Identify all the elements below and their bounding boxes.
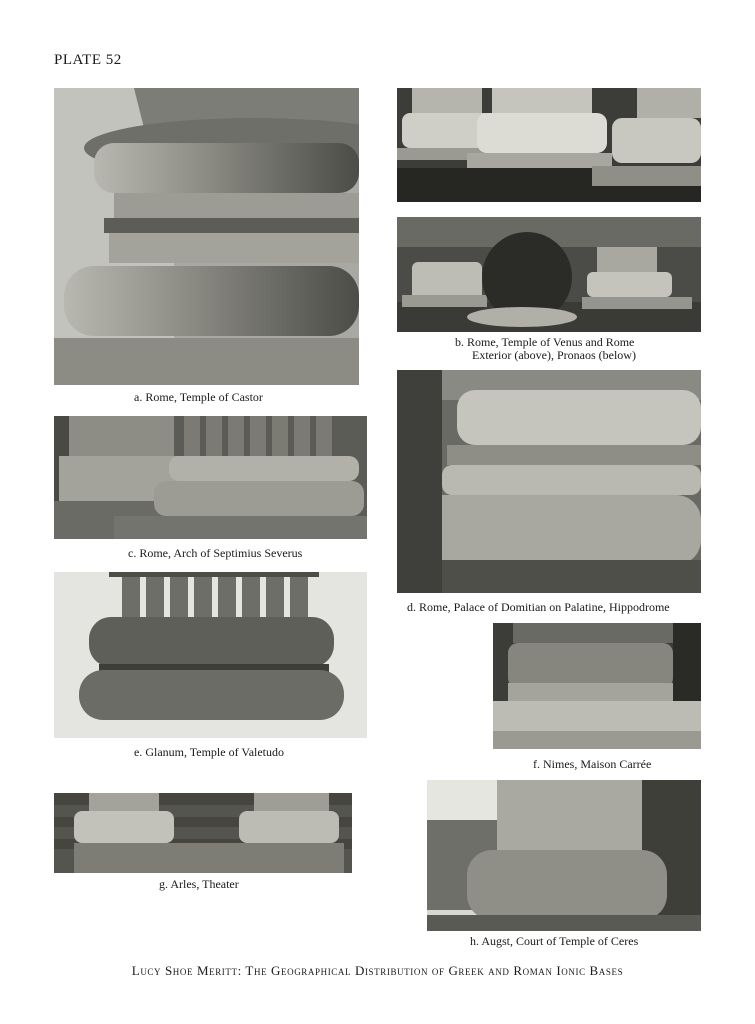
- photo-temple-of-castor: [54, 88, 359, 385]
- caption-c: c. Rome, Arch of Septimius Severus: [128, 546, 303, 560]
- photo-temple-of-venus-and-rome-exterior: [397, 88, 701, 202]
- caption-b-line2: Exterior (above), Pronaos (below): [472, 348, 636, 362]
- caption-e: e. Glanum, Temple of Valetudo: [134, 745, 285, 759]
- page-footer: Lucy Shoe Meritt: The Geographical Distribution of Greek and Roman Ionic Bases: [131, 963, 624, 978]
- caption-g: g. Arles, Theater: [159, 877, 239, 891]
- caption-d: d. Rome, Palace of Domitian on Palatine, Hippodrome: [407, 600, 670, 614]
- plate-number: PLATE 52: [54, 52, 122, 68]
- caption-f: f. Nimes, Maison Carrée: [533, 757, 652, 771]
- photo-arles-theater: [54, 793, 352, 873]
- photo-maison-carree: [493, 623, 701, 749]
- caption-b-line1: b. Rome, Temple of Venus and Rome: [455, 335, 635, 349]
- photo-arch-of-septimius-severus: [54, 416, 367, 539]
- photo-palace-of-domitian: [397, 370, 701, 593]
- photo-temple-of-ceres-augst: [427, 780, 701, 931]
- photo-temple-of-valetudo: [54, 572, 367, 738]
- caption-h: h. Augst, Court of Temple of Ceres: [470, 934, 639, 948]
- photo-temple-of-venus-and-rome-pronaos: [397, 217, 701, 332]
- caption-a: a. Rome, Temple of Castor: [134, 390, 263, 404]
